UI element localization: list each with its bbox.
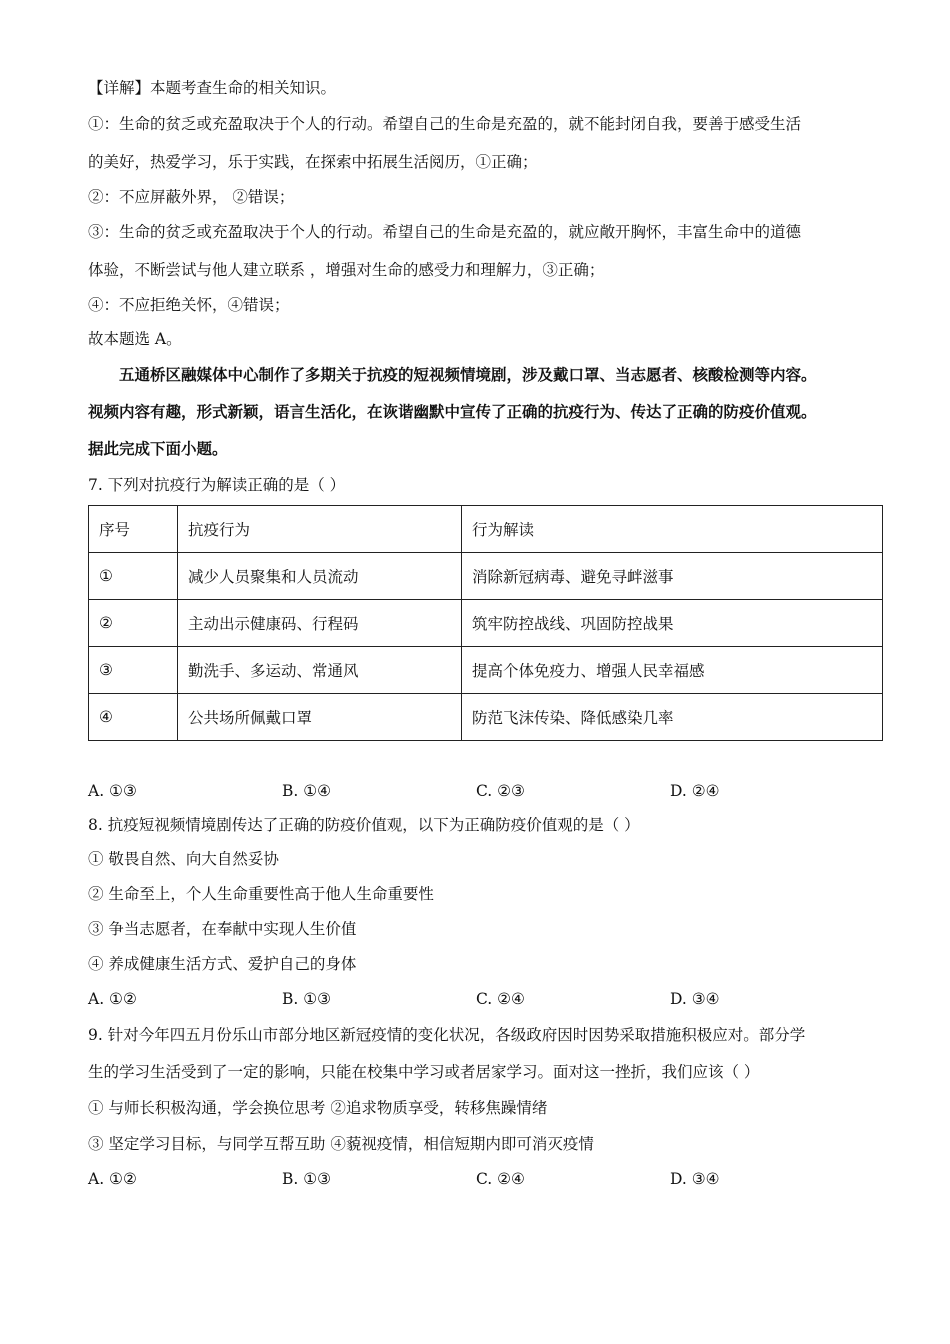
q9-option-a: A. ①② bbox=[88, 1170, 137, 1188]
q7-stem: 7. 下列对抗疫行为解读正确的是（ ） bbox=[88, 476, 346, 494]
q8-statement-4: ④ 养成健康生活方式、爱护自己的身体 bbox=[88, 955, 357, 973]
table-cell: ① bbox=[89, 553, 178, 600]
explanation-item3-line1: ③：生命的贫乏或充盈取决于个人的行动。希望自己的生命是充盈的，就应敞开胸怀，丰富生命中的道德 bbox=[88, 223, 802, 241]
passage-line3: 据此完成下面小题。 bbox=[88, 440, 228, 458]
q8-statement-2: ② 生命至上，个人生命重要性高于他人生命重要性 bbox=[88, 885, 434, 903]
explanation-item2: ②：不应屏蔽外界， ②错误； bbox=[88, 188, 295, 206]
table-row bbox=[89, 694, 883, 741]
table-cell: 筑牢防控战线、巩固防控战果 bbox=[462, 600, 883, 647]
q7-option-b: B. ①④ bbox=[282, 782, 332, 800]
explanation-conclusion: 故本题选 A。 bbox=[88, 330, 182, 348]
document-page bbox=[88, 78, 883, 1189]
explanation-item1-line2: 的美好，热爱学习，乐于实践，在探索中拓展生活阅历，①正确； bbox=[88, 153, 538, 171]
q7-option-d: D. ②④ bbox=[670, 782, 720, 800]
q7-option-c: C. ②③ bbox=[476, 782, 525, 800]
table-row bbox=[89, 600, 883, 647]
table-cell: 勤洗手、多运动、常通风 bbox=[178, 647, 462, 694]
q9-statement-row1: ① 与师长积极沟通，学会换位思考 ②追求物质享受，转移焦躁情绪 bbox=[88, 1099, 548, 1117]
table-cell: 提高个体免疫力、增强人民幸福感 bbox=[462, 647, 883, 694]
q9-options bbox=[88, 1169, 868, 1189]
table-header-cell: 行为解读 bbox=[462, 506, 883, 553]
table-cell: ② bbox=[89, 600, 178, 647]
q7-options bbox=[88, 781, 868, 801]
q8-option-c: C. ②④ bbox=[476, 990, 525, 1008]
q8-option-d: D. ③④ bbox=[670, 990, 720, 1008]
table-cell: 消除新冠病毒、避免寻衅滋事 bbox=[462, 553, 883, 600]
table-cell: 防范飞沫传染、降低感染几率 bbox=[462, 694, 883, 741]
q9-option-b: B. ①③ bbox=[282, 1170, 332, 1188]
q9-stem-line1: 9. 针对今年四五月份乐山市部分地区新冠疫情的变化状况，各级政府因时因势采取措施积极应对。部分学 bbox=[88, 1026, 806, 1044]
table-cell: ③ bbox=[89, 647, 178, 694]
q8-statement-3: ③ 争当志愿者，在奉献中实现人生价值 bbox=[88, 920, 357, 938]
explanation-heading: 【详解】本题考查生命的相关知识。 bbox=[88, 79, 337, 97]
explanation-item4: ④：不应拒绝关怀，④错误； bbox=[88, 296, 290, 314]
passage-line2: 视频内容有趣，形式新颖，语言生活化，在诙谐幽默中宣传了正确的抗疫行为、传达了正确的防疫价值观。 bbox=[88, 403, 817, 421]
q8-option-a: A. ①② bbox=[88, 990, 137, 1008]
q8-option-b: B. ①③ bbox=[282, 990, 332, 1008]
table-cell: 主动出示健康码、行程码 bbox=[178, 600, 462, 647]
table-cell: 公共场所佩戴口罩 bbox=[178, 694, 462, 741]
explanation-item1-line1: ①：生命的贫乏或充盈取决于个人的行动。希望自己的生命是充盈的，就不能封闭自我，要善于感受生活 bbox=[88, 115, 802, 133]
q9-option-c: C. ②④ bbox=[476, 1170, 525, 1188]
q9-stem-line2: 生的学习生活受到了一定的影响，只能在校集中学习或者居家学习。面对这一挫折，我们应该（ ） bbox=[88, 1063, 760, 1081]
q9-option-d: D. ③④ bbox=[670, 1170, 720, 1188]
table-row bbox=[89, 647, 883, 694]
q7-option-a: A. ①③ bbox=[88, 782, 137, 800]
explanation-item3-line2: 体验，不断尝试与他人建立联系 ，增强对生命的感受力和理解力，③正确； bbox=[88, 261, 605, 279]
table-cell: ④ bbox=[89, 694, 178, 741]
table-row bbox=[89, 553, 883, 600]
q8-statement-1: ① 敬畏自然、向大自然妥协 bbox=[88, 850, 279, 868]
q7-table bbox=[88, 505, 883, 741]
q8-stem: 8. 抗疫短视频情境剧传达了正确的防疫价值观，以下为正确防疫价值观的是（ ） bbox=[88, 816, 640, 834]
q8-options bbox=[88, 989, 868, 1009]
table-header-cell: 抗疫行为 bbox=[178, 506, 462, 553]
passage-line1: 五通桥区融媒体中心制作了多期关于抗疫的短视频情境剧，涉及戴口罩、当志愿者、核酸检测等内容。 bbox=[119, 366, 817, 384]
table-cell: 减少人员聚集和人员流动 bbox=[178, 553, 462, 600]
table-header-row bbox=[89, 506, 883, 553]
table-header-cell: 序号 bbox=[89, 506, 178, 553]
q9-statement-row2: ③ 坚定学习目标，与同学互帮互助 ④藐视疫情，相信短期内即可消灭疫情 bbox=[88, 1135, 594, 1153]
